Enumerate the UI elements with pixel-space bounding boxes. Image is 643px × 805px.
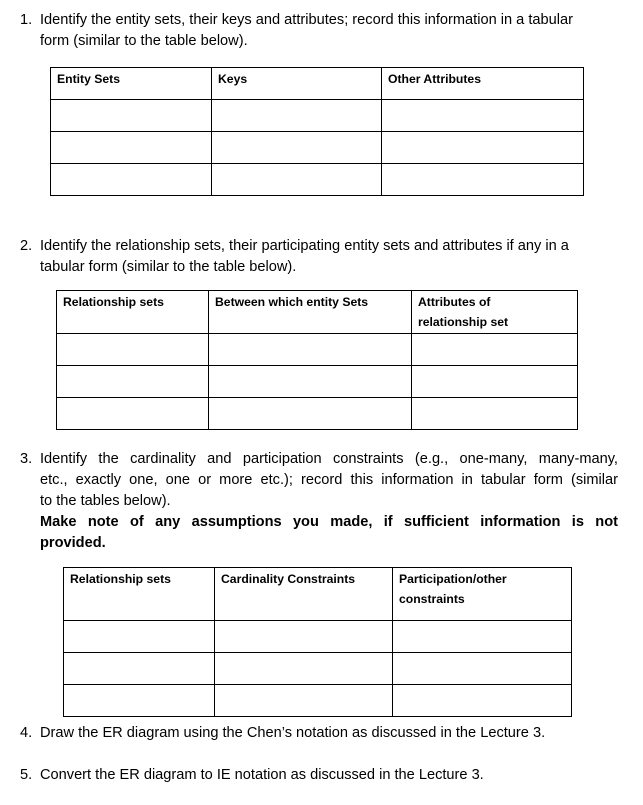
table-cell [382,100,584,132]
table-header: Other Attributes [382,68,584,100]
question-number: 1. [20,12,33,28]
table-row [57,334,578,366]
table-header: Cardinality Constraints [215,568,393,621]
table-row [57,366,578,398]
table-row [64,653,572,685]
table-cell [412,398,578,430]
assumptions-note-line: provided. [40,535,106,551]
table-cell [412,366,578,398]
table-header: Keys [212,68,382,100]
question-number: 2. [20,238,33,254]
question-number: 3. [20,451,33,467]
table-cell [57,334,209,366]
table-row [57,398,578,430]
table-header: Participation/other constraints [393,568,572,621]
table-row [51,132,584,164]
table-cell [51,100,212,132]
table-cell [51,132,212,164]
question-text-line: tabular form (similar to the table below). [40,259,297,275]
table-header: Entity Sets [51,68,212,100]
question-text-line: to the tables below). [40,493,171,509]
table-header: Attributes of relationship set [412,291,578,334]
question-text-line: Identify the relationship sets, their participating entity sets and attributes if any in a [40,238,569,254]
table-cell [212,132,382,164]
table-cell [393,621,572,653]
table-cell [64,621,215,653]
table-cell [215,621,393,653]
table-cell [64,653,215,685]
table-row [51,100,584,132]
question-text-line: etc., exactly one, one or more etc.); record this information in tabular form (similar [40,472,618,488]
table-cell [212,164,382,196]
table-cell [393,685,572,717]
table-row [51,164,584,196]
table-cell [209,366,412,398]
table-row [64,621,572,653]
question-text-line: form (similar to the table below). [40,33,248,49]
table-cell [51,164,212,196]
table-cell [209,398,412,430]
table-header: Between which entity Sets [209,291,412,334]
table-cell [57,398,209,430]
assumptions-note-line: Make note of any assumptions you made, if sufficient information is not [40,514,618,530]
table-cell [64,685,215,717]
table-cell [212,100,382,132]
table-cell [382,164,584,196]
question-text-line: Identify the cardinality and participation constraints (e.g., one-many, many-many, [40,451,618,467]
relationship-sets-table [56,290,578,430]
table-cell [215,685,393,717]
table-header: Relationship sets [64,568,215,621]
table-cell [393,653,572,685]
table-header-line: relationship set [418,315,509,329]
question-number: 5. [20,767,33,783]
table-header-line: constraints [399,592,465,606]
constraints-table [63,567,572,717]
table-header: Relationship sets [57,291,209,334]
table-row [64,685,572,717]
question-text-line: Identify the entity sets, their keys and attributes; record this information in a tabular [40,12,573,28]
question-text-line: Draw the ER diagram using the Chen’s notation as discussed in the Lecture 3. [40,725,546,741]
table-cell [215,653,393,685]
question-text-line: Convert the ER diagram to IE notation as discussed in the Lecture 3. [40,767,484,783]
table-cell [57,366,209,398]
table-cell [412,334,578,366]
entity-sets-table [50,67,584,196]
question-number: 4. [20,725,33,741]
table-cell [382,132,584,164]
table-cell [209,334,412,366]
